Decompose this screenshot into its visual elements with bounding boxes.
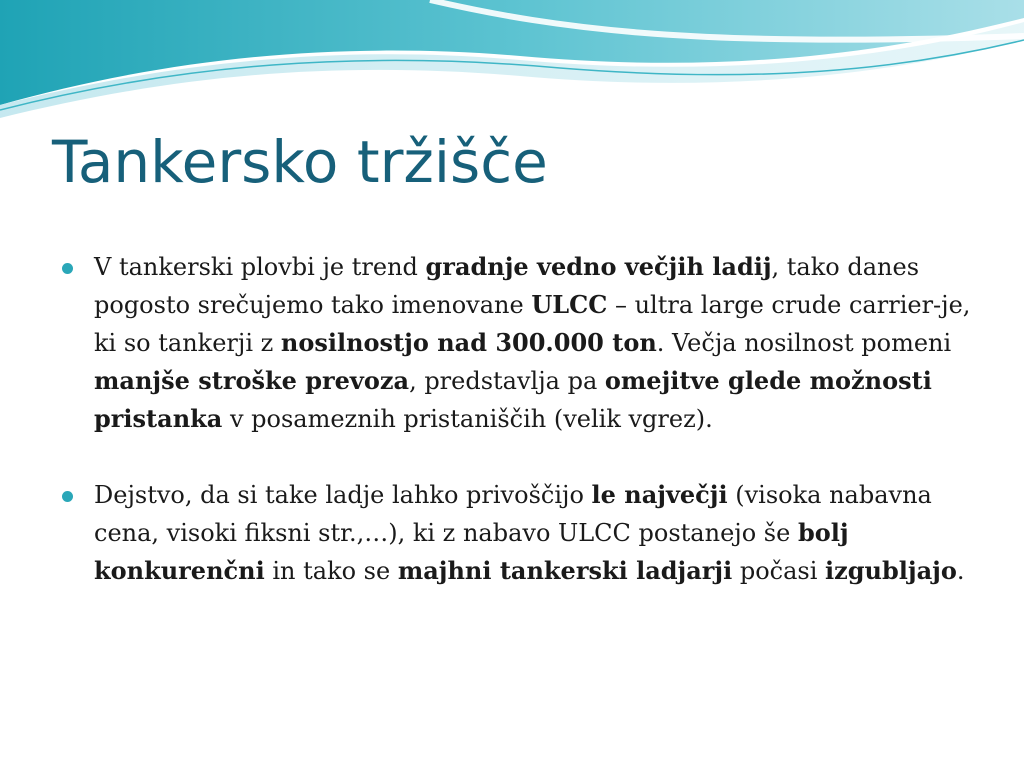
bullet-dot-icon [62,491,73,502]
bullet-text: V tankerski plovbi je trend gradnje vedno večjih ladij, tako danes pogosto srečujemo tako imenovane ULCC – ultra large crude carrier-je, ki so tankerji z nosilnostjo nad 300.000 ton. Večja nosilnost pomeni manjše stroške prevoza, predstavlja pa omejitve glede možnosti pristanka v posameznih pristaniščih (velik vgrez). [94,252,971,433]
bullet-item [60,248,980,438]
bullet-list [60,248,980,628]
slide-title: Tankersko tržišče [52,128,548,196]
bullet-item [60,476,980,590]
bullet-text: Dejstvo, da si take ladje lahko privoščijo le največji (visoka nabavna cena, visoki fiksni str.,…), ki z nabavo ULCC postanejo še bolj konkurenčni in tako se majhni tankerski ladjarji počasi izgubljajo. [94,480,965,585]
bullet-dot-icon [62,263,73,274]
decorative-wave-header [0,0,1024,130]
